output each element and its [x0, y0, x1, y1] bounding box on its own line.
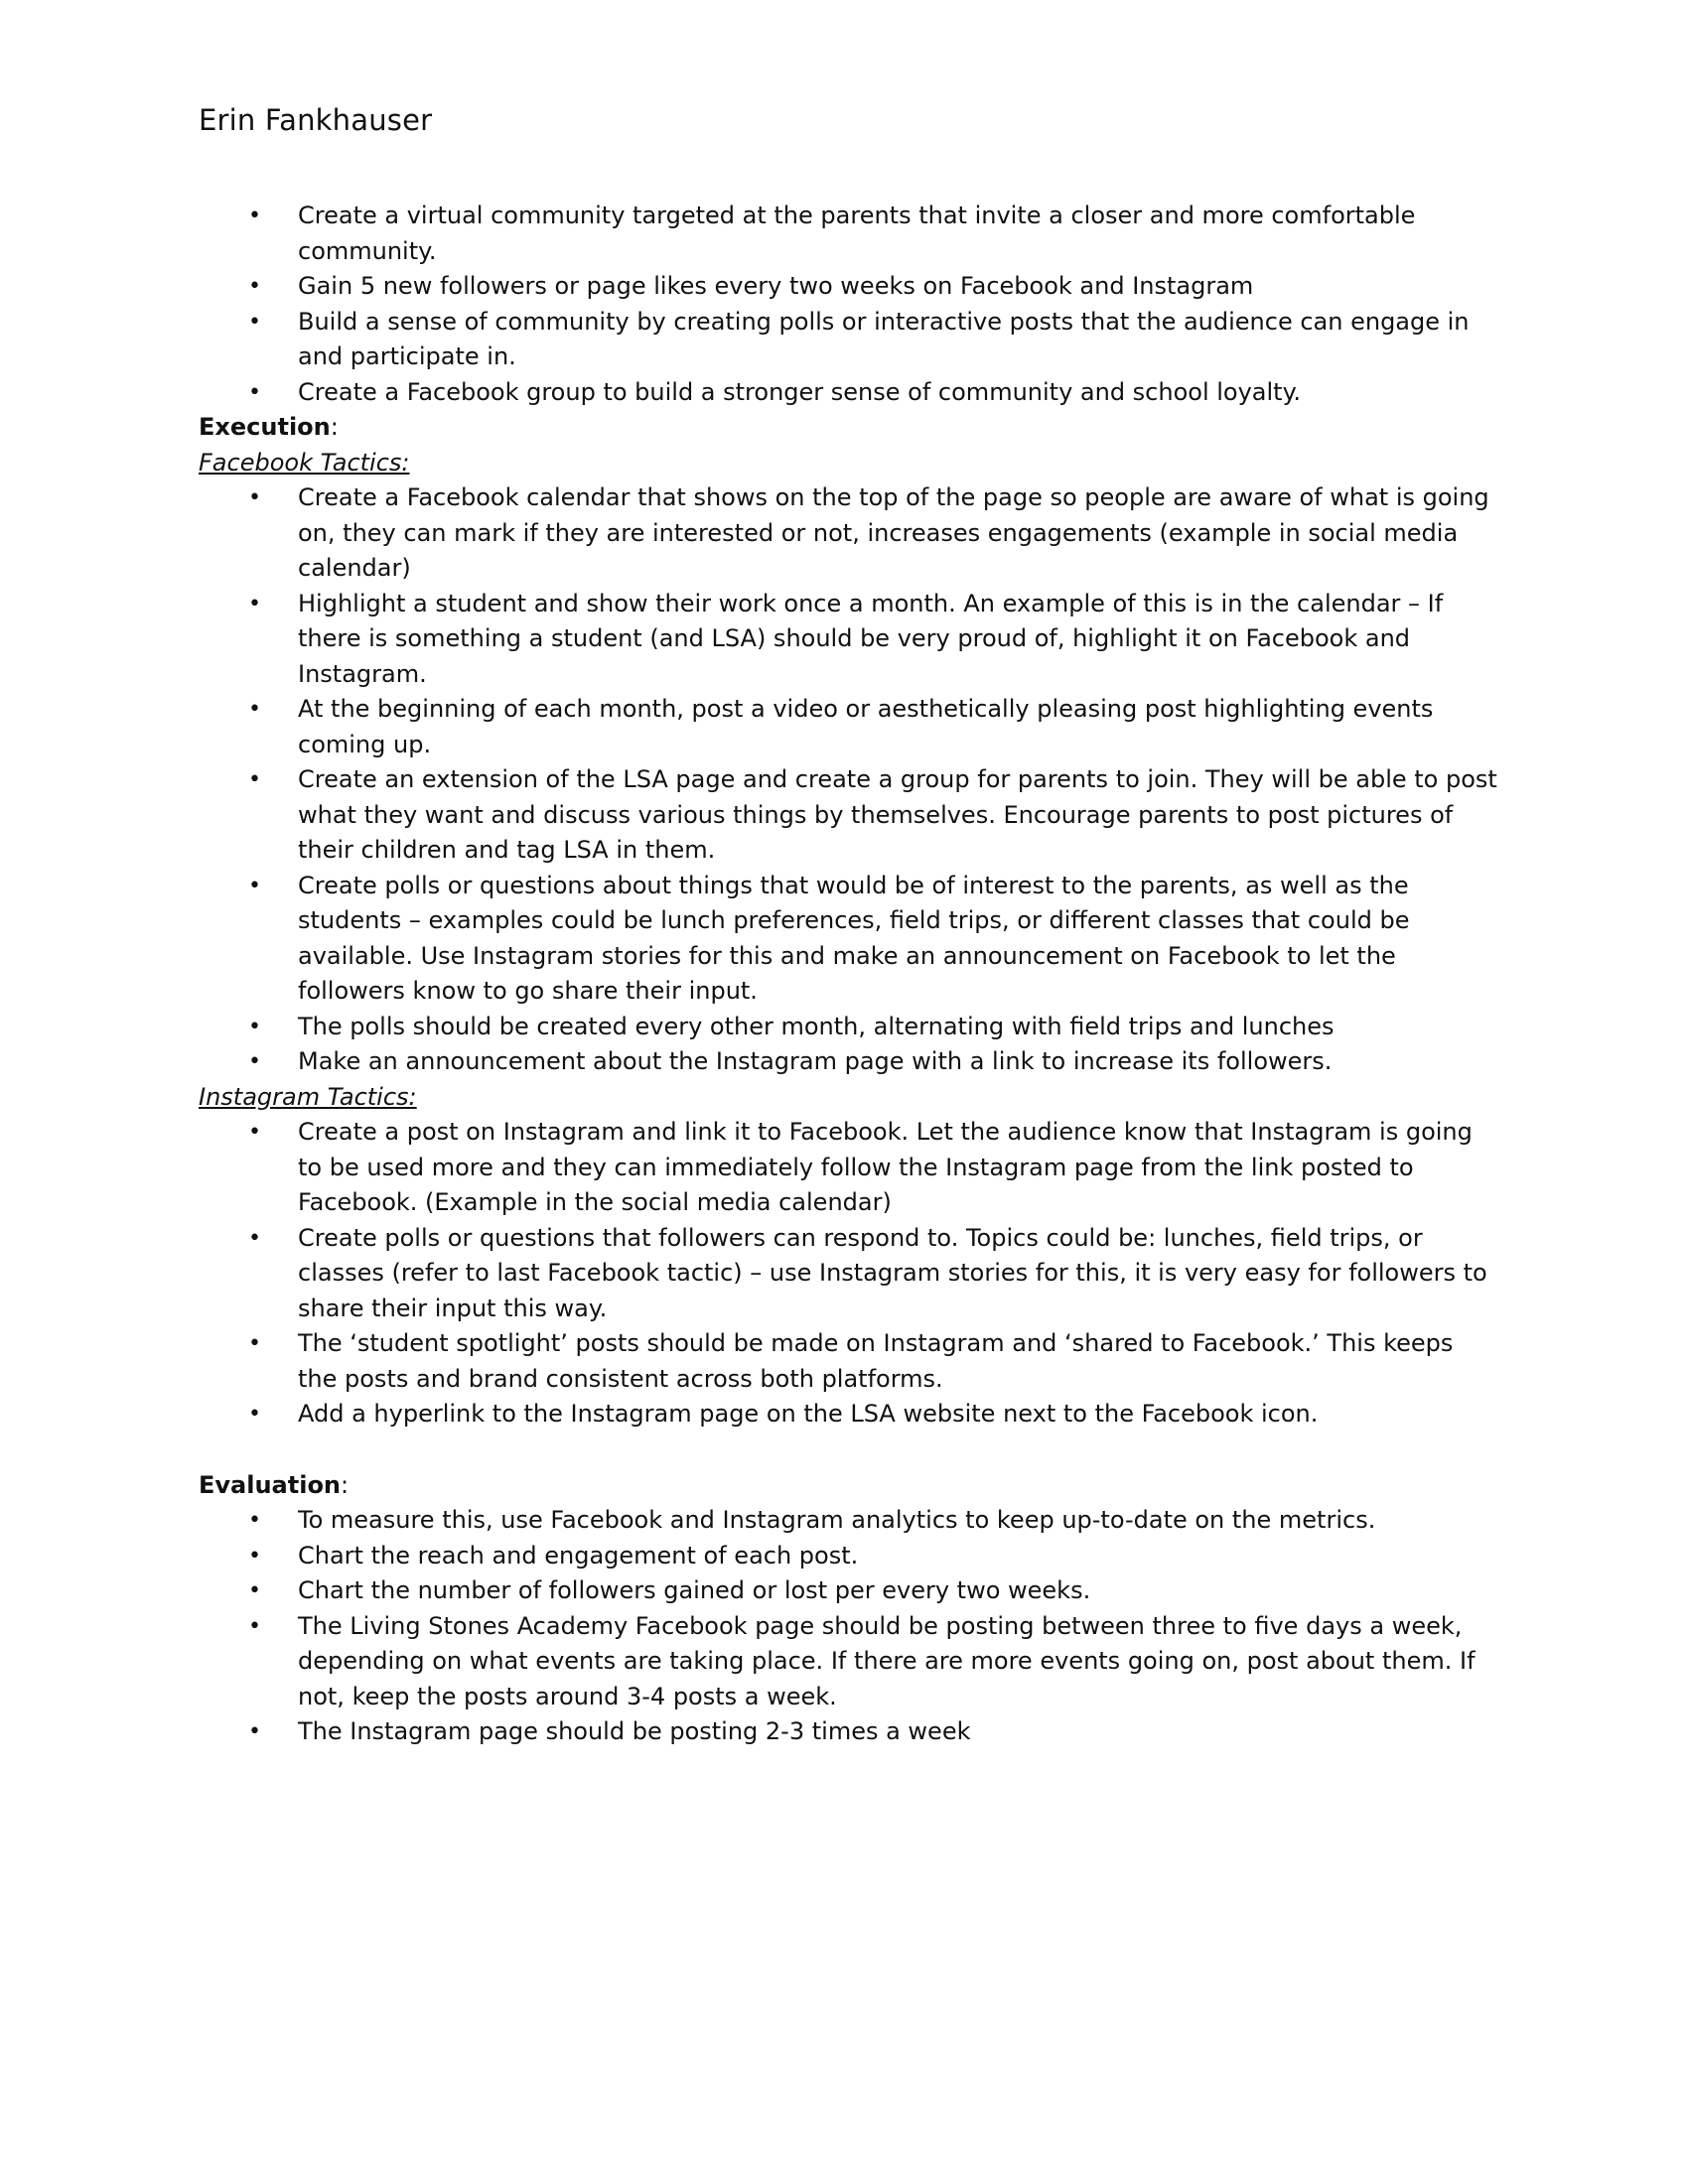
bullet-icon: • — [248, 379, 261, 405]
bullet-icon: • — [248, 1613, 261, 1639]
list-item: • The ‘student spotlight’ posts should be made on Instagram and ‘shared to Facebook.’ This keeps the posts and brand consistent across both platforms. — [199, 1326, 1499, 1397]
list-item: • Chart the number of followers gained or lost per every two weeks. — [199, 1573, 1499, 1609]
facebook-tactics-heading: Facebook Tactics: — [199, 448, 410, 477]
execution-heading: Execution: — [199, 413, 339, 441]
list-item: • Create polls or questions about things that would be of interest to the parents, as well as the students – examples could be lunch preferences, field trips, or different classes that could be available. Use Instagram stories for this and make an announcement on Facebook to let the followers know to go share their input. — [199, 869, 1499, 1010]
list-item: • Create an extension of the LSA page and create a group for parents to join. They will be able to post what they want and discuss various things by themselves. Encourage parents to post pictures of their children and tag LSA in them. — [199, 762, 1499, 869]
bullet-icon: • — [248, 309, 261, 335]
bullet-icon: • — [248, 1578, 261, 1603]
list-item: • The Living Stones Academy Facebook page should be posting between three to five days a week, depending on what events are taking place. If there are more events going on, post about them. If not, keep the posts around 3-4 posts a week. — [199, 1609, 1499, 1715]
list-item: • Create a virtual community targeted at the parents that invite a closer and more comfortable community. — [199, 199, 1499, 269]
instagram-tactics-heading: Instagram Tactics: — [199, 1082, 417, 1111]
evaluation-list — [199, 1503, 1499, 1750]
list-item: • The polls should be created every other month, alternating with field trips and lunches — [199, 1010, 1499, 1045]
bullet-icon: • — [248, 767, 261, 792]
list-item: • Build a sense of community by creating polls or interactive posts that the audience can engage in and participate in. — [199, 305, 1499, 375]
list-item: • Create polls or questions that followers can respond to. Topics could be: lunches, field trips, or classes (refer to last Facebook tactic) – use Instagram stories for this, it is very easy for followers to share their input this way. — [199, 1221, 1499, 1327]
document-body — [199, 199, 1499, 1750]
bullet-icon: • — [248, 485, 261, 510]
bullet-icon: • — [248, 1402, 261, 1427]
list-item: • Chart the reach and engagement of each post. — [199, 1539, 1499, 1574]
list-item: • Create a Facebook calendar that shows on the top of the page so people are aware of what is going on, they can mark if they are interested or not, increases engagements (example in social media calendar) — [199, 480, 1499, 587]
facebook-tactics-list — [199, 480, 1499, 1080]
author-name: Erin Fankhauser — [199, 103, 433, 137]
list-item: • Create a Facebook group to build a stronger sense of community and school loyalty. — [199, 375, 1499, 411]
list-item: • Create a post on Instagram and link it to Facebook. Let the audience know that Instagram is going to be used more and they can immediately follow the Instagram page from the link posted to Facebook. (Example in the social media calendar) — [199, 1115, 1499, 1221]
instagram-tactics-list — [199, 1115, 1499, 1433]
bullet-icon: • — [248, 274, 261, 299]
list-item: • Highlight a student and show their work once a month. An example of this is in the calendar – If there is something a student (and LSA) should be very proud of, highlight it on Facebook and Instagram. — [199, 587, 1499, 693]
bullet-icon: • — [248, 873, 261, 898]
bullet-icon: • — [248, 1014, 261, 1039]
bullet-icon: • — [248, 591, 261, 616]
objectives-list — [199, 199, 1499, 410]
evaluation-heading: Evaluation: — [199, 1470, 350, 1499]
list-item: • Make an announcement about the Instagram page with a link to increase its followers. — [199, 1044, 1499, 1080]
bullet-icon: • — [248, 1331, 261, 1356]
bullet-icon: • — [248, 204, 261, 228]
bullet-icon: • — [248, 1508, 261, 1533]
bullet-icon: • — [248, 1120, 261, 1145]
bullet-icon: • — [248, 1543, 261, 1569]
bullet-icon: • — [248, 697, 261, 722]
list-item: • At the beginning of each month, post a video or aesthetically pleasing post highlighting events coming up. — [199, 692, 1499, 762]
list-item: • The Instagram page should be posting 2-3 times a week — [199, 1714, 1499, 1750]
bullet-icon: • — [248, 1719, 261, 1744]
list-item: • Add a hyperlink to the Instagram page on the LSA website next to the Facebook icon. — [199, 1397, 1499, 1433]
section-spacer — [199, 1433, 1499, 1468]
list-item: • To measure this, use Facebook and Instagram analytics to keep up-to-date on the metrics. — [199, 1503, 1499, 1539]
bullet-icon: • — [248, 1225, 261, 1251]
list-item: • Gain 5 new followers or page likes every two weeks on Facebook and Instagram — [199, 269, 1499, 305]
bullet-icon: • — [248, 1049, 261, 1074]
